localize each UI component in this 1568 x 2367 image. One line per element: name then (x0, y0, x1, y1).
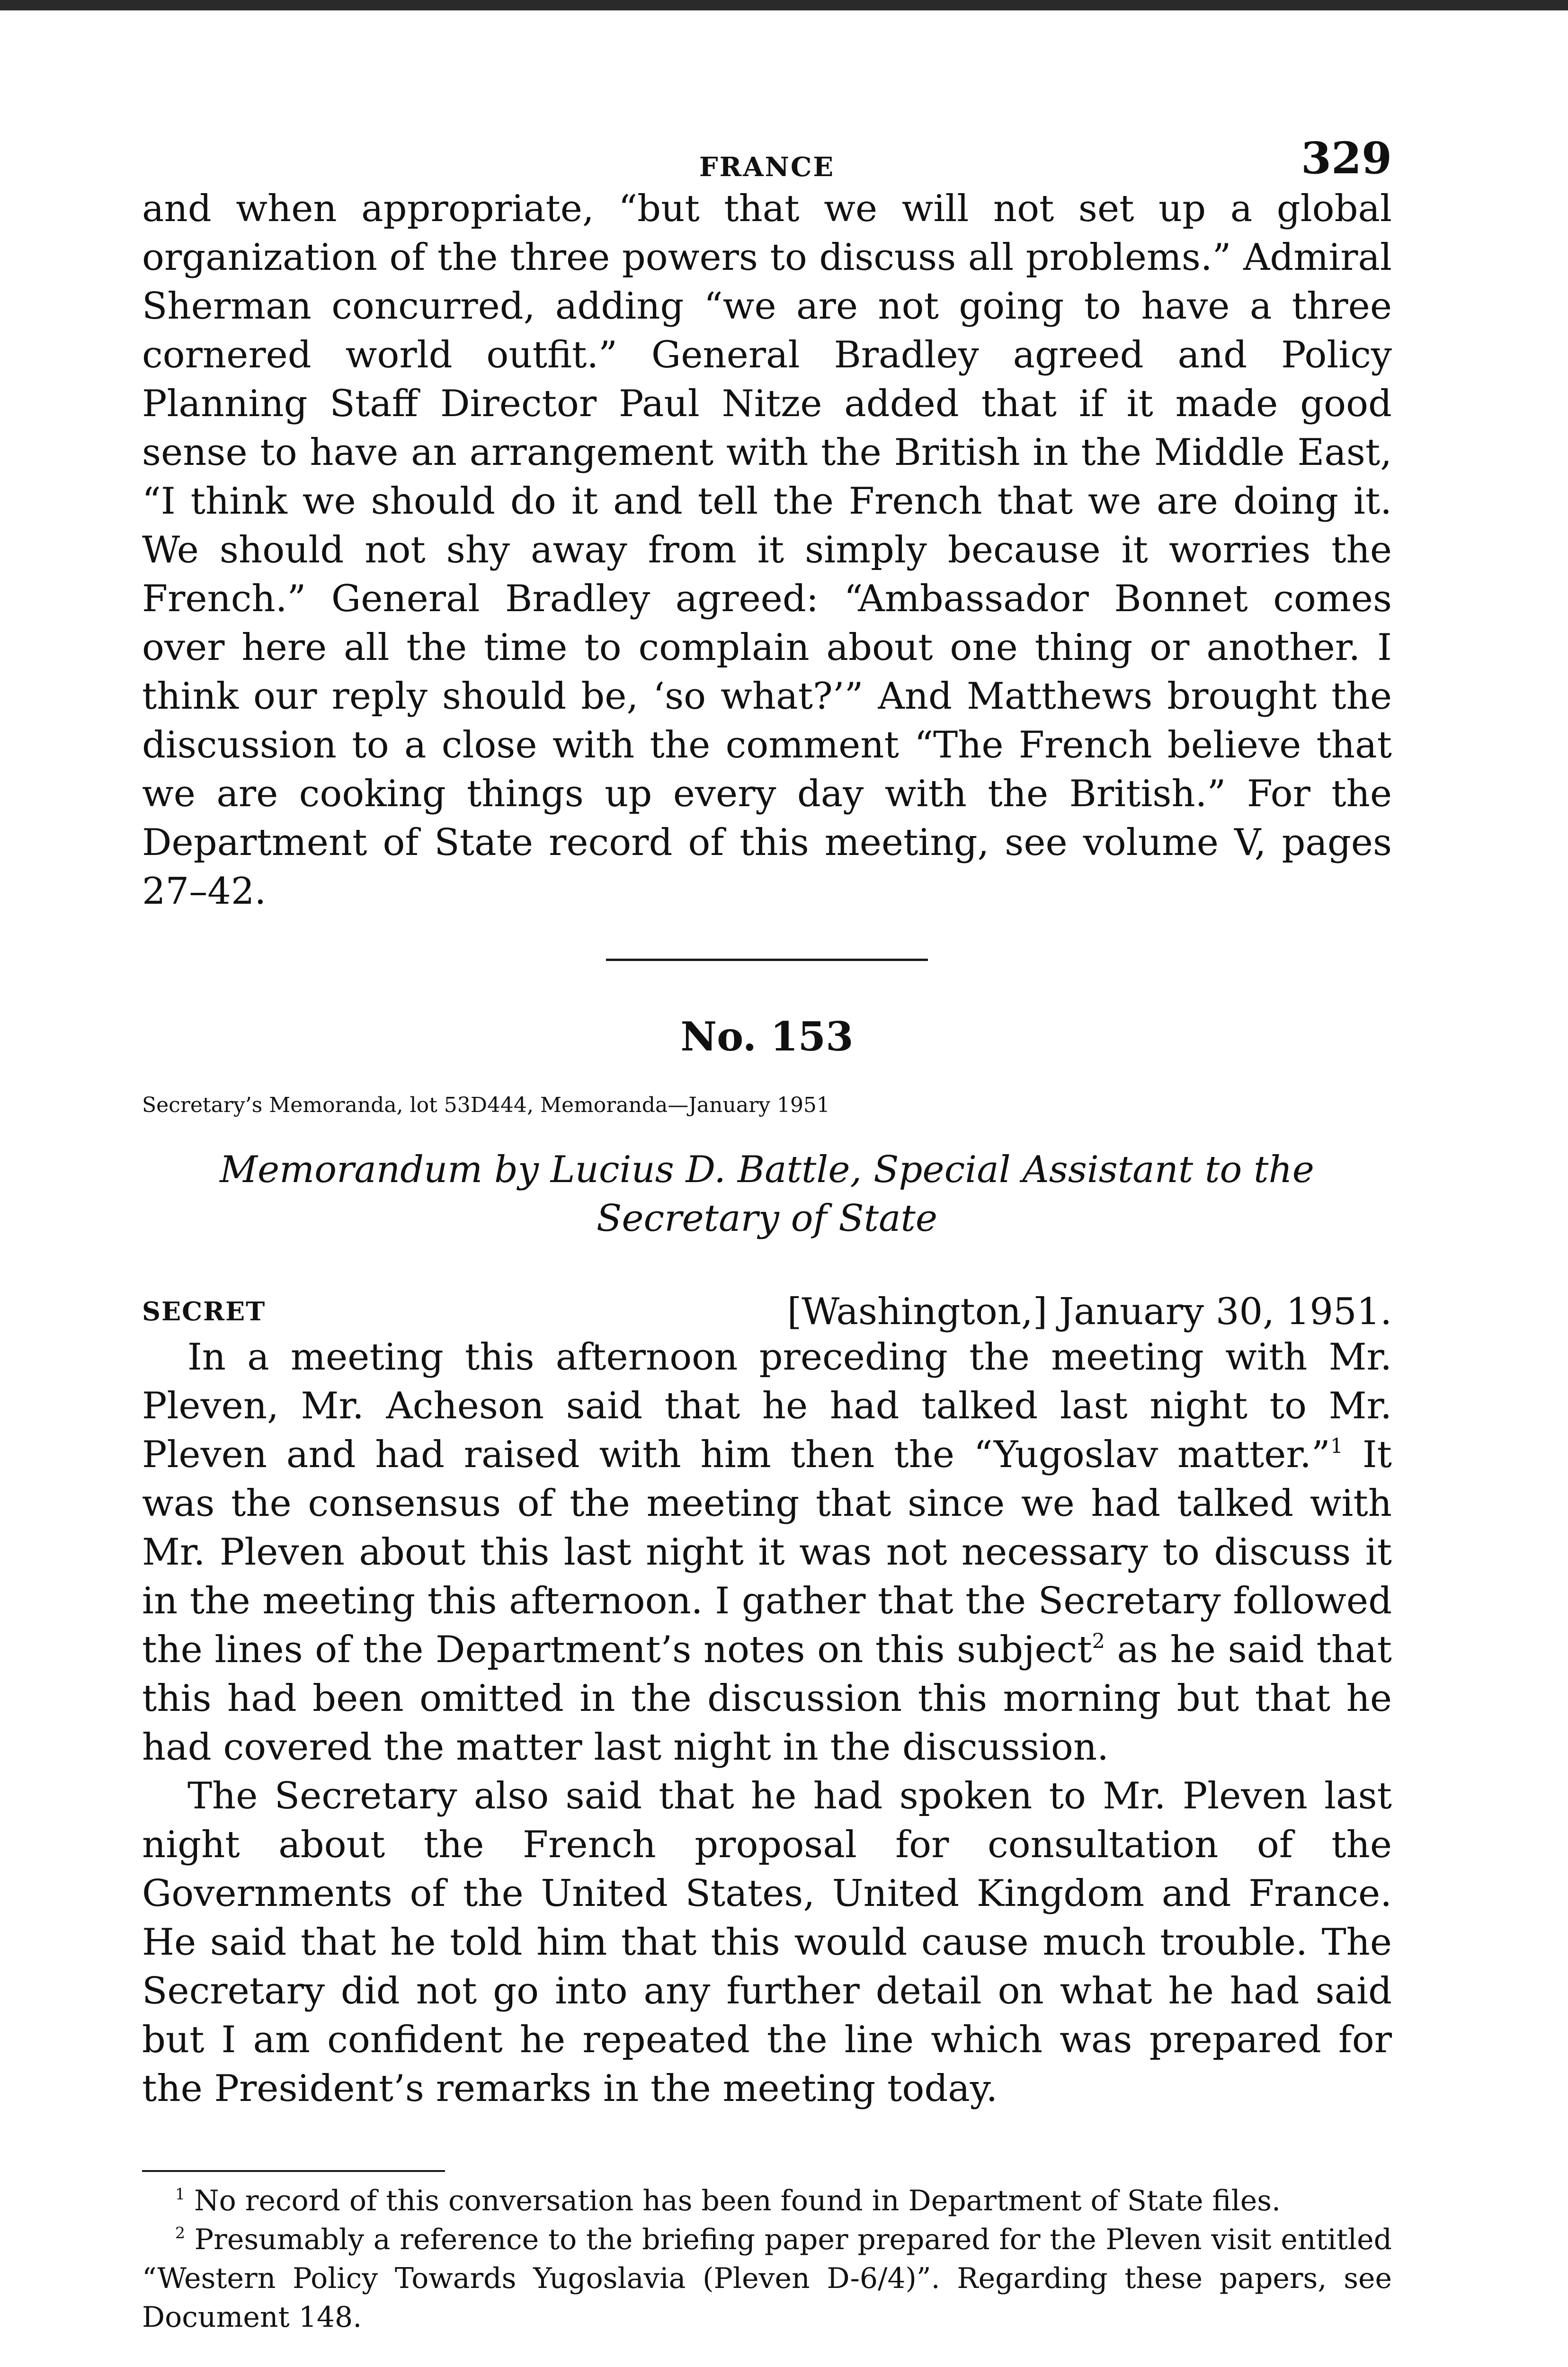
paragraph-text: It was the consensus of the meeting that since we had talked with Mr. Pleven about this last night it was not necessary to discuss it in the meeting this afternoon. I gather that the Secretary followed the lines of the Department’s notes on this subject (142, 1433, 1392, 1671)
footnote-text: Presumably a reference to the briefing paper prepared for the Pleven visit entitled “Western Policy Towards Yugoslavia (Pleven D-6/4)”. Regarding these papers, see Document 148. (142, 2223, 1392, 2334)
document-title: Memorandum by Lucius D. Battle, Special Assistant to the Secretary of State (220, 1148, 1314, 1240)
document-number: No. 153 (680, 1013, 854, 1060)
top-border-rule (0, 0, 1568, 10)
document-page (142, 133, 1392, 2337)
classification-label: SECRET (142, 1296, 266, 1326)
continuation-paragraph: and when appropriate, “but that we will not set up a global organization of the three powers to discuss all problems.” Admiral Sherman concurred, adding “we are not going to have a three cornered world outfit.” General Bradley agreed and Policy Planning Staff Director Paul Nitze added that if it made good sense to have an arrangement with the British in the Middle East, “I think we should do it and tell the French that we are doing it. We should not shy away from it simply because it worries the French.” General Bradley agreed: “Ambassador Bonnet comes over here all the time to complain about one thing or another. I think our reply should be, ‘so what?’” And Matthews brought the discussion to a close with the comment “The French believe that we are cooking things up every day with the British.” For the Department of State record of this meeting, see volume V, pages 27–42. (142, 187, 1392, 913)
source-note: Secretary’s Memoranda, lot 53D444, Memoranda—January 1951 (142, 1093, 830, 1117)
place-date: [Washington,] January 30, 1951. (787, 1290, 1392, 1333)
paragraph-text: In a meeting this afternoon preceding the meeting with Mr. Pleven, Mr. Acheson said that he had talked last night to Mr. Pleven and had raised with him then the “Yugoslav matter.” (142, 1336, 1392, 1476)
section-separator (606, 959, 928, 961)
running-title: FRANCE (699, 151, 835, 183)
body-paragraph-1 (142, 1333, 1392, 1772)
page-number: 329 (1301, 133, 1392, 184)
document-header-line (142, 1276, 1392, 1333)
paragraph-text: as he said that this had been omitted in the discussion this morning but that he had covered the matter last night in the discussion. (142, 1628, 1392, 1769)
footnote-2 (142, 2220, 1392, 2337)
running-head (142, 133, 1392, 185)
footnote-marker: 2 (175, 2223, 185, 2242)
body-paragraph-2: The Secretary also said that he had spoken to Mr. Pleven last night about the French proposal for consultation of the Governments of the United States, United Kingdom and France. He said that he told him that this would cause much trouble. The Secretary did not go into any further detail on what he had said but I am confident he repeated the line which was prepared for the President’s remarks in the meeting today. (142, 1775, 1392, 2110)
footnote-rule (142, 2170, 445, 2172)
footnotes (142, 2181, 1392, 2337)
footnote-text: No record of this conversation has been found in Department of State files. (185, 2184, 1281, 2217)
footnote-marker: 1 (175, 2184, 185, 2203)
footnote-reference-1[interactable]: 1 (1330, 1434, 1344, 1458)
footnote-reference-2[interactable]: 2 (1092, 1629, 1105, 1653)
footnote-1 (142, 2181, 1392, 2220)
